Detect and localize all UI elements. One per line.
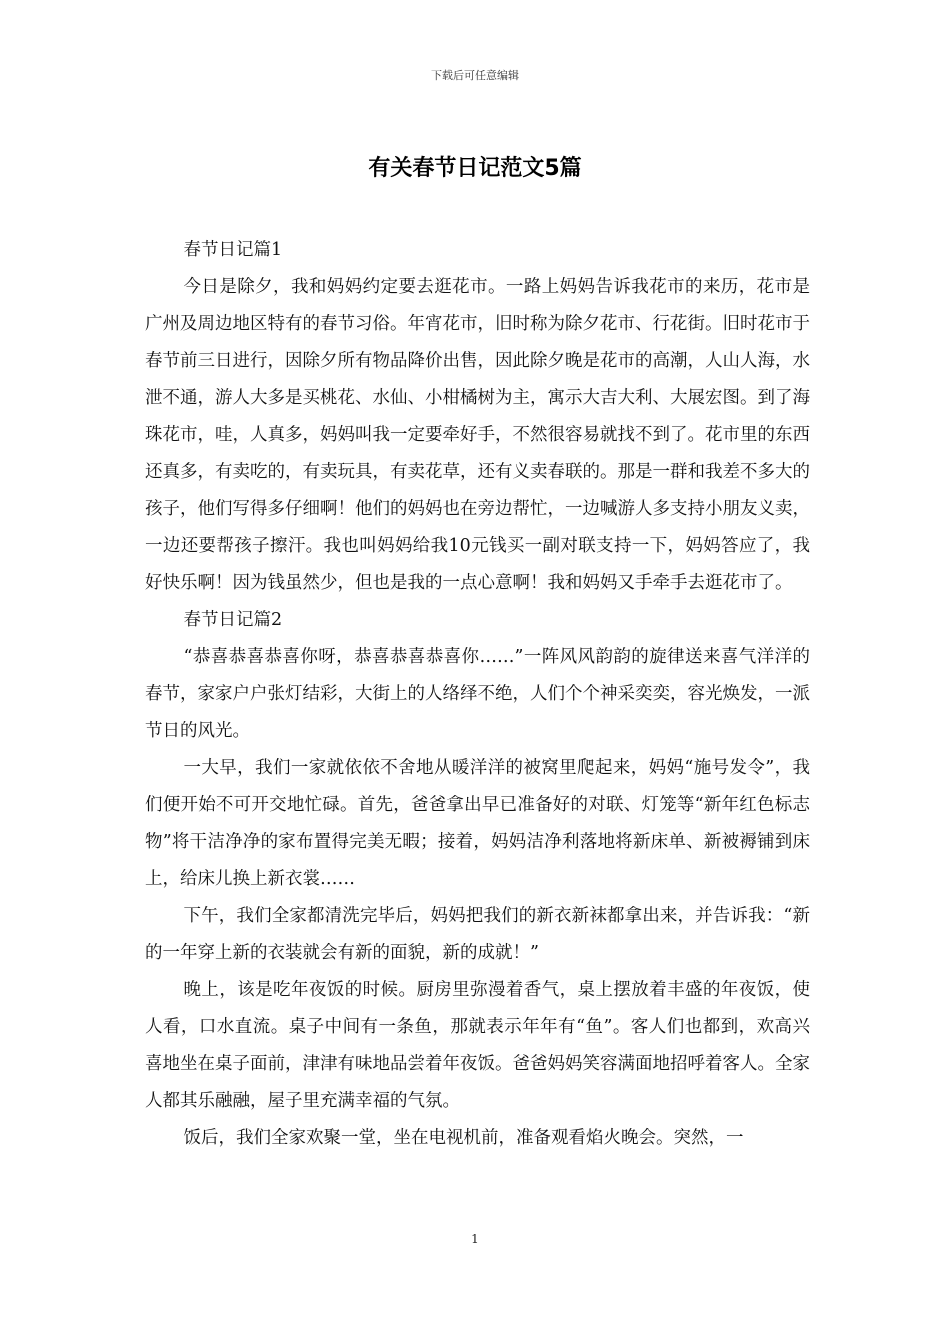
paragraph: 一大早，我们一家就依依不舍地从暖洋洋的被窝里爬起来，妈妈“施号发令”，我们便开始不可开交地忙碌。首先，爸爸拿出早已准备好的对联、灯笼等“新年红色标志物”将干洁净净的家布置得完美无暇；接着，妈妈洁净利落地将新床单、新被褥铺到床上，给床儿换上新衣裳…… (145, 758, 810, 889)
page-number: 1 (471, 1232, 479, 1246)
paragraph: 下午，我们全家都清洗完毕后，妈妈把我们的新衣新袜都拿出来，并告诉我：“新的一年穿上新的衣装就会有新的面貌，新的成就！” (145, 906, 810, 963)
section-heading-2: 春节日记篇2 (183, 610, 283, 630)
paragraph: 晚上，该是吃年夜饭的时候。厨房里弥漫着香气，桌上摆放着丰盛的年夜饭，使人看，口水直流。桌子中间有一条鱼，那就表示年年有“鱼”。客人们也都到，欢高兴喜地坐在桌子面前，津津有味地品尝着年夜饭。爸爸妈妈笑容满面地招呼着客人。全家人都其乐融融，屋子里充满幸福的气氛。 (145, 980, 810, 1111)
download-note: 下载后可任意编辑 (431, 69, 519, 82)
document-body (145, 232, 810, 1157)
page-title: 有关春节日记范文5篇 (368, 156, 582, 181)
section-heading-1: 春节日记篇1 (183, 240, 283, 260)
paragraph: 饭后，我们全家欢聚一堂，坐在电视机前，准备观看焰火晚会。突然，一 (183, 1128, 744, 1148)
paragraph: 今日是除夕，我和妈妈约定要去逛花市。一路上妈妈告诉我花市的来历，花市是广州及周边地区特有的春节习俗。年宵花市，旧时称为除夕花市、行花街。旧时花市于春节前三日进行，因除夕所有物品降价出售，因此除夕晚是花市的高潮，人山人海，水泄不通，游人大多是买桃花、水仙、小柑橘树为主，寓示大吉大利、大展宏图。到了海珠花市，哇，人真多，妈妈叫我一定要牵好手，不然很容易就找不到了。花市里的东西还真多，有卖吃的，有卖玩具，有卖花草，还有义卖春联的。那是一群和我差不多大的孩子，他们写得多仔细啊！他们的妈妈也在旁边帮忙，一边喊游人多支持小朋友义卖，一边还要帮孩子擦汗。我也叫妈妈给我10元钱买一副对联支持一下，妈妈答应了，我好快乐啊！因为钱虽然少，但也是我的一点心意啊！我和妈妈又手牵手去逛花市了。 (145, 277, 810, 593)
paragraph: “恭喜恭喜恭喜你呀，恭喜恭喜恭喜你……”一阵风风韵韵的旋律送来喜气洋洋的春节，家家户户张灯结彩，大街上的人络绎不绝，人们个个神采奕奕，容光焕发，一派节日的风光。 (145, 647, 810, 741)
